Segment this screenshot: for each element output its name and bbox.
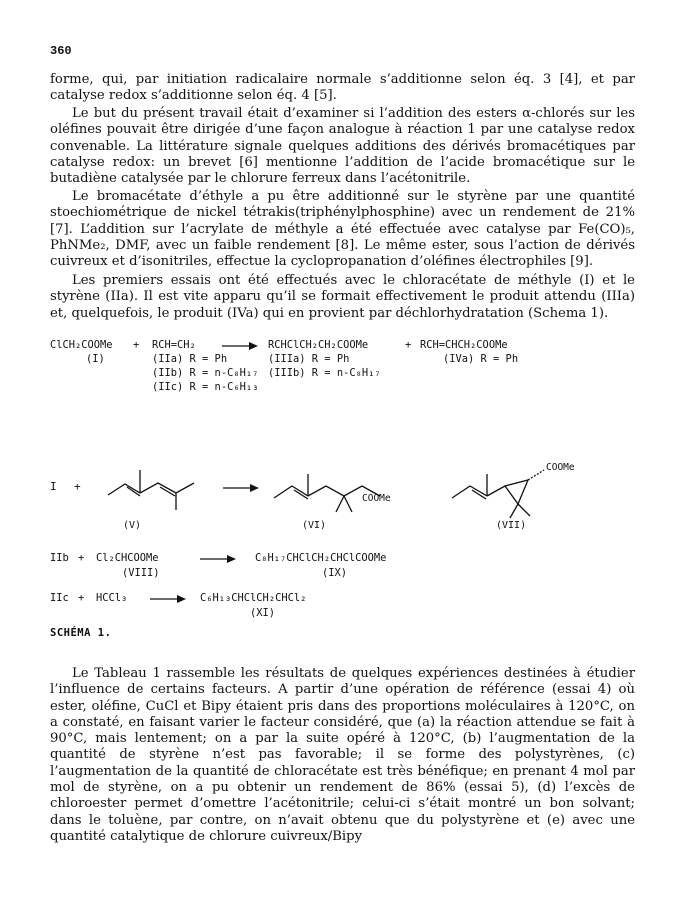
label-IX: (IX) xyxy=(322,567,348,579)
reactant-chloroform: HCCl₃ xyxy=(96,592,128,604)
paragraph-5 xyxy=(50,666,635,845)
label-IIc: (IIc) R = n-C₆H₁₃ xyxy=(152,381,259,393)
structure-V xyxy=(108,470,194,510)
reactant-IIc: IIc xyxy=(50,592,69,604)
scheme-title: SCHÉMA 1. xyxy=(50,627,112,639)
reaction-arrow-3 xyxy=(200,553,236,565)
paragraph-3-text: Le bromacétate d’éthyle a pu être additionné sur le styrène par une quantité stoechiométrique de nickel tétrakis(triphénylphosphine) avec un rendement de 21% [7]. L’addition sur l’acrylate de méthyle a été effectuée avec catalyse par Fe(CO)₅, PhNMe₂, DMF, avec un faible rendement [8]. Le même ester, sous l’action de dérivés cuivreux et d’isonitriles, effectue la cyclopropanation d’oléfines électrophiles [9]. xyxy=(50,189,635,270)
label-XI: (XI) xyxy=(250,607,276,619)
product-IX: C₈H₁₇CHClCH₂CHClCOOMe xyxy=(255,552,387,564)
paragraph-5-text: Le Tableau 1 rassemble les résultats de quelques expériences destinées à étudier l’influence de certains facteurs. A partir d’une opération de référence (essai 4) où ester, oléfine, CuCl et Bipy étaient pris dans des proportions moléculaires à 120°C, on a constaté, en faisant varier le facteur considéré, que (a) la réaction attendue se fait à 90°C, mais lentement; on a par la suite opéré à 120°C, (b) l’augmentation de la quantité de styrène n’est pas favorable; il se forme des polystyrènes, (c) l’augmentation de la quantité de chloracétate est très bénéfique; en prenant 4 mol par mol de styrène, on a pu obtenir un rendement de 86% (essai 5), (d) l’excès de chloroester permet d’omettre l’acétonitrile; celui-ci s’était montré un bon solvant; dans le toluène, par contre, on n’avait obtenu que du polystyrène et (e) avec une quantité catalytique de chlorure cuivreux/Bipy xyxy=(50,666,635,844)
product-XI: C₆H₁₃CHClCH₂CHCl₂ xyxy=(200,592,307,604)
scheme-structures xyxy=(40,440,660,540)
structure-VII xyxy=(452,470,544,518)
reactant-VIII: Cl₂CHCOOMe xyxy=(96,552,159,564)
label-V: (V) xyxy=(123,520,142,531)
label-IVa: (IVa) R = Ph xyxy=(443,353,519,365)
label-IIb: (IIb) R = n-C₈H₁₇ xyxy=(152,367,259,379)
paragraph-2 xyxy=(50,106,635,187)
coome-VI: COOMe xyxy=(362,493,391,504)
product-IVa: RCH=CHCH₂COOMe xyxy=(420,339,508,351)
product-IIIa: RCHClCH₂CH₂COOMe xyxy=(268,339,369,351)
plus-sign: + xyxy=(133,339,140,351)
label-I: (I) xyxy=(86,353,105,365)
paragraph-1 xyxy=(50,72,635,105)
plus-sign: + xyxy=(405,339,412,351)
reaction-arrow-2 xyxy=(223,484,259,492)
label-VII: (VII) xyxy=(496,520,527,531)
paragraph-1-text: forme, qui, par initiation radicalaire normale s’additionne selon éq. 3 [4], et par catalyse redox s’additionne selon éq. 4 [5]. xyxy=(50,72,635,104)
reactant-IIb: IIb xyxy=(50,552,69,564)
reaction-arrow-1 xyxy=(222,340,258,352)
label-VI: (VI) xyxy=(302,520,327,531)
reactant-chloracetate: ClCH₂COOMe xyxy=(50,339,113,351)
paragraph-4-text: Les premiers essais ont été effectués avec le chloracétate de méthyle (I) et le styrène (IIa). Il est vite apparu qu’il se formait effectivement le produit attendu (IIIa) et, quelquefois, le produit (IVa) qui en provient par déchlorhydratation (Schema 1). xyxy=(50,273,635,321)
paragraph-4 xyxy=(50,273,635,322)
plus-sign: + xyxy=(78,592,85,604)
paragraph-2-text: Le but du présent travail était d’examiner si l’addition des esters α-chlorés sur les oléfines pouvait être dirigée d’une façon analogue à réaction 1 par une catalyse redox convenable. La littérature signale quelques additions des dérivés bromacétiques par catalyse redox: un brevet [6] mentionne l’addition de l’acide bromacétique sur le butadiène catalysée par le chlorure ferreux dans l’acétonitrile. xyxy=(50,106,635,187)
reactant-olefin: RCH=CH₂ xyxy=(152,339,196,351)
label-VIII: (VIII) xyxy=(122,567,160,579)
plus-sign: + xyxy=(74,480,81,493)
page-number: 360 xyxy=(50,44,72,58)
label-IIa: (IIa) R = Ph xyxy=(152,353,228,365)
reactant-I-label: I xyxy=(50,480,57,493)
coome-VII: COOMe xyxy=(546,462,575,473)
plus-sign: + xyxy=(78,552,85,564)
paragraph-3 xyxy=(50,189,635,270)
label-IIIb: (IIIb) R = n-C₈H₁₇ xyxy=(268,367,381,379)
label-IIIa: (IIIa) R = Ph xyxy=(268,353,350,365)
reaction-arrow-4 xyxy=(150,593,186,605)
